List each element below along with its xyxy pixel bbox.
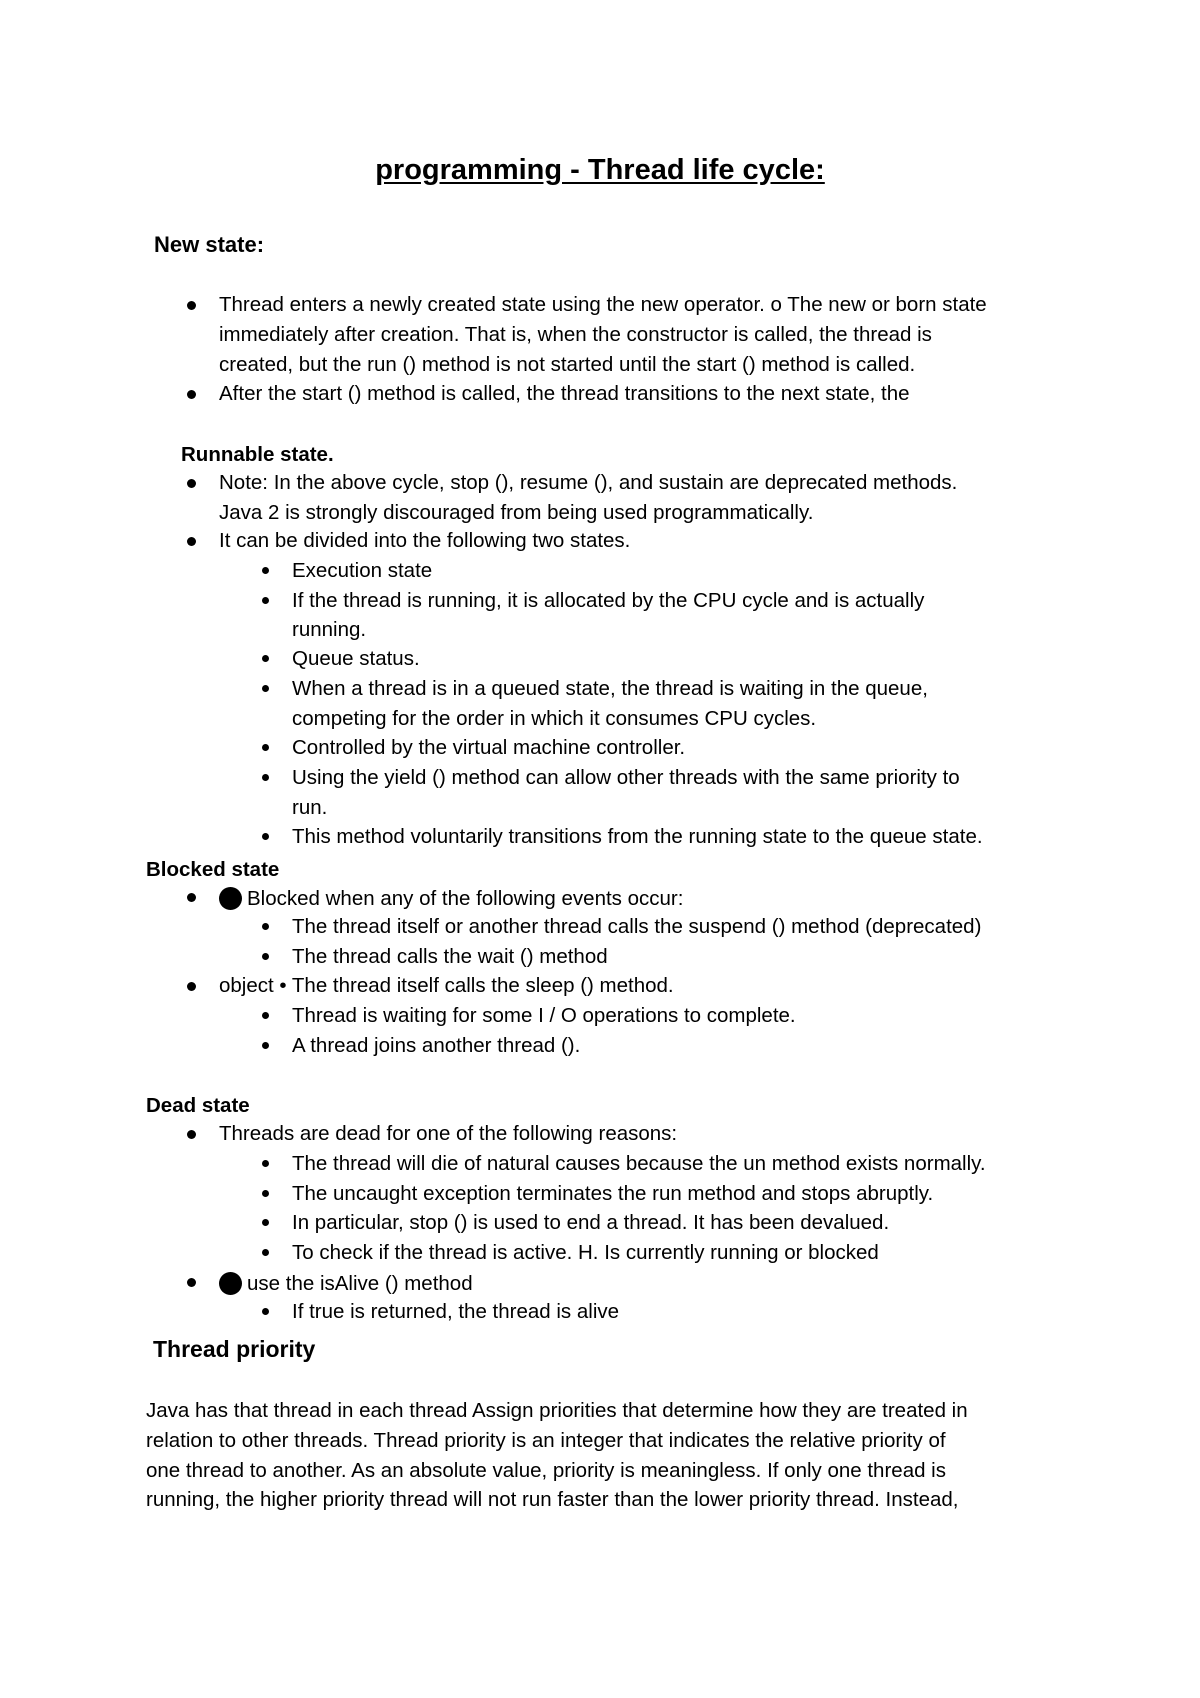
dead-sub-5: If true is returned, the thread is alive	[292, 1300, 620, 1323]
bullet-icon	[187, 537, 196, 546]
priority-paragraph-line-1: Java has that thread in each thread Assign priorities that determine how they are treated in	[146, 1399, 968, 1422]
runnable-sub-1: Execution state	[292, 559, 433, 582]
dead-sub-1: The thread will die of natural causes because the un method exists normally.	[292, 1152, 986, 1175]
sub-bullet-icon	[262, 1249, 269, 1256]
dead-item-2	[219, 1272, 473, 1295]
runnable-sub-4-line-1: When a thread is in a queued state, the thread is waiting in the queue,	[292, 677, 928, 700]
sub-bullet-icon	[262, 833, 269, 840]
runnable-sub-2-line-2: running.	[292, 618, 367, 641]
blocked-sub-1: The thread itself or another thread calls the suspend () method (deprecated)	[292, 915, 982, 938]
new-state-heading: New state:	[154, 232, 265, 257]
sub-bullet-icon	[262, 655, 269, 662]
priority-paragraph-line-3: one thread to another. As an absolute value, priority is meaningless. If only one thread is	[146, 1459, 946, 1482]
blocked-item-1-text: Blocked when any of the following events occur:	[247, 887, 684, 910]
bullet-icon	[187, 301, 196, 310]
blocked-item-2: object • The thread itself calls the sleep () method.	[219, 974, 674, 997]
runnable-sub-6-line-1: Using the yield () method can allow other threads with the same priority to	[292, 766, 960, 789]
runnable-item-1-line-1: Note: In the above cycle, stop (), resume (), and sustain are deprecated methods.	[219, 471, 958, 494]
new-state-item-1-line-1: Thread enters a newly created state using the new operator. o The new or born state	[219, 293, 987, 316]
sub-bullet-icon	[262, 597, 269, 604]
sub-bullet-icon	[262, 567, 269, 574]
dead-sub-4: To check if the thread is active. H. Is currently running or blocked	[292, 1241, 879, 1264]
runnable-sub-5: Controlled by the virtual machine controller.	[292, 736, 686, 759]
priority-paragraph-line-2: relation to other threads. Thread priority is an integer that indicates the relative priority of	[146, 1429, 946, 1452]
blocked-sub-4: A thread joins another thread ().	[292, 1034, 581, 1057]
runnable-state-heading: Runnable state.	[181, 443, 334, 466]
sub-bullet-icon	[262, 774, 269, 781]
sub-bullet-icon	[262, 1219, 269, 1226]
runnable-sub-7: This method voluntarily transitions from the running state to the queue state.	[292, 825, 983, 848]
blocked-state-heading: Blocked state	[146, 858, 280, 881]
sub-bullet-icon	[262, 1308, 269, 1315]
bullet-icon	[187, 893, 196, 902]
sub-bullet-icon	[262, 923, 269, 930]
runnable-sub-2-line-1: If the thread is running, it is allocated by the CPU cycle and is actually	[292, 589, 925, 612]
blocked-item-1	[219, 887, 683, 910]
bullet-icon	[187, 982, 196, 991]
bullet-icon	[187, 479, 196, 488]
dead-item-2-text: use the isAlive () method	[247, 1272, 473, 1295]
sub-bullet-icon	[262, 1160, 269, 1167]
dead-state-heading: Dead state	[146, 1094, 250, 1117]
runnable-sub-4-line-2: competing for the order in which it consumes CPU cycles.	[292, 707, 817, 730]
bullet-icon	[187, 1130, 196, 1139]
sub-bullet-icon	[262, 953, 269, 960]
new-state-item-1-line-3: created, but the run () method is not started until the start () method is called.	[219, 353, 916, 376]
runnable-sub-3: Queue status.	[292, 647, 420, 670]
page-title: programming - Thread life cycle:	[375, 154, 825, 186]
dead-sub-3: In particular, stop () is used to end a thread. It has been devalued.	[292, 1211, 890, 1234]
blocked-sub-2: The thread calls the wait () method	[292, 945, 608, 968]
bullet-icon	[187, 390, 196, 399]
bullet-icon	[187, 1278, 196, 1287]
dead-item-1: Threads are dead for one of the following reasons:	[219, 1122, 678, 1145]
runnable-item-2-line-1: It can be divided into the following two states.	[219, 529, 631, 552]
runnable-sub-6-line-2: run.	[292, 796, 328, 819]
large-dot-icon	[219, 887, 242, 910]
new-state-item-1-line-2: immediately after creation. That is, when the constructor is called, the thread is	[219, 323, 932, 346]
new-state-item-2-line-1: After the start () method is called, the thread transitions to the next state, the	[219, 382, 910, 405]
sub-bullet-icon	[262, 1190, 269, 1197]
blocked-sub-3: Thread is waiting for some I / O operations to complete.	[292, 1004, 796, 1027]
sub-bullet-icon	[262, 744, 269, 751]
thread-priority-heading: Thread priority	[153, 1336, 316, 1362]
runnable-item-1-line-2: Java 2 is strongly discouraged from being used programmatically.	[219, 501, 814, 524]
large-dot-icon	[219, 1272, 242, 1295]
priority-paragraph-line-4: running, the higher priority thread will not run faster than the lower priority thread. Instead,	[146, 1488, 959, 1511]
sub-bullet-icon	[262, 1012, 269, 1019]
sub-bullet-icon	[262, 1042, 269, 1049]
sub-bullet-icon	[262, 685, 269, 692]
dead-sub-2: The uncaught exception terminates the run method and stops abruptly.	[292, 1182, 934, 1205]
